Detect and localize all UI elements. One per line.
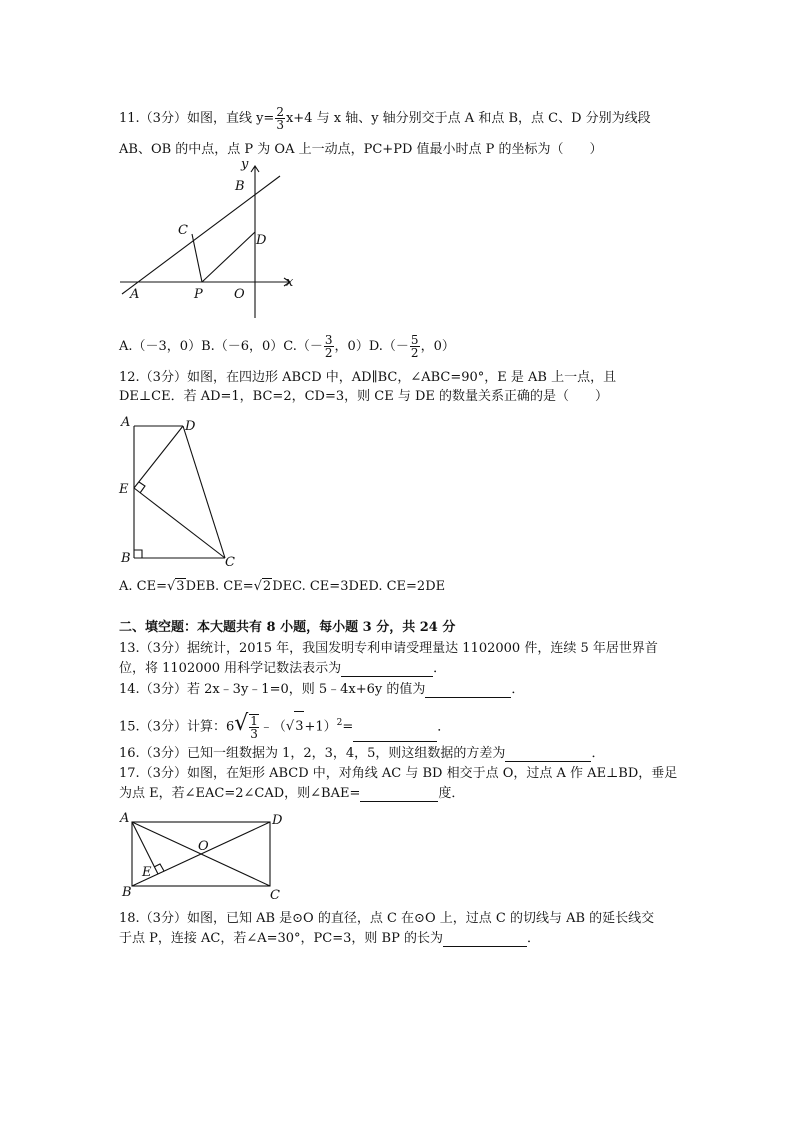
label-d: D <box>185 419 196 434</box>
q18-line1: 18.（3分）如图，已知 AB 是⊙O 的直径，点 C 在⊙O 上，过点 C 的切线与 AB 的延长线交 <box>119 911 655 926</box>
label-c: C <box>178 223 188 238</box>
segment-pd <box>202 232 255 282</box>
q17-line1: 17.（3分）如图，在矩形 ABCD 中，对角线 AC 与 BD 相交于点 O，过点 A 作 AE⊥BD，垂足 <box>119 766 678 781</box>
q11-text-b: x+4 与 x 轴、y 轴分别交于点 A 和点 B，点 C、D 分别为线段 <box>285 111 651 126</box>
label-y: y <box>241 157 249 172</box>
q12-line2: DE⊥CE．若 AD=1，BC=2，CD=3，则 CE 与 DE 的数量关系正确的是（ ） <box>119 389 608 404</box>
segment-ec <box>134 488 225 558</box>
q11-line2: AB、OB 的中点，点 P 为 OA 上一动点，PC+PD 值最小时点 P 的坐标为（ ） <box>119 142 603 157</box>
q16-line: 16.（3分）已知一组数据为 1，2，3，4，5，则这组数据的方差为 ． <box>119 746 605 761</box>
q14-answer-blank <box>425 683 511 698</box>
q14-line: 14.（3分）若 2x﹣3y﹣1=0，则 5﹣4x+6y 的值为 ． <box>119 682 525 697</box>
label-c: C <box>225 555 235 570</box>
q15-sqrt-fraction: √ <box>234 711 249 737</box>
label-x: x <box>286 275 294 290</box>
label-a: A <box>121 415 131 430</box>
label-b: B <box>122 885 132 900</box>
label-b: B <box>121 551 131 566</box>
label-a: A <box>130 287 140 302</box>
sqrt-2: √2 <box>253 579 272 594</box>
label-d: D <box>256 233 267 248</box>
label-o: O <box>234 287 245 302</box>
label-e: E <box>142 865 152 880</box>
q11-option-d-fraction: $\frac{5}{2}$ <box>410 333 419 360</box>
segment-cp <box>192 234 202 282</box>
label-a: A <box>120 811 130 826</box>
q12-options: A. CE=√3DEB. CE=√2DEC. CE=3DED. CE=2DE <box>119 579 446 594</box>
segment-ed <box>134 426 183 488</box>
q11-options: A.（－3，0）B.（－6，0）C.（－ $\frac{3}{2}$ ，0）D.（－ $\frac{5}{2}$ ，0） <box>119 333 455 360</box>
section-title: 二、填空题：本大题共有 8 小题，每小题 3 分，共 24 分 <box>119 620 456 635</box>
q11-option-c-fraction: $\frac{3}{2}$ <box>324 333 333 360</box>
q13-answer-blank <box>341 662 433 677</box>
q13-line2: 位，将 1102000 用科学记数法表示为 ． <box>119 661 447 676</box>
q11-line1 <box>119 106 651 131</box>
q12-figure <box>115 412 255 572</box>
q17-answer-blank <box>360 787 438 802</box>
label-e: E <box>119 482 129 497</box>
label-b: B <box>235 179 245 194</box>
q11-text-a: 11.（3分）如图，直线 y= <box>119 111 275 126</box>
side-dc <box>183 426 225 558</box>
q18-line2: 于点 P，连接 AC，若∠A=30°，PC=3，则 BP 的长为 ． <box>119 931 541 946</box>
label-d: D <box>272 813 283 828</box>
q15-line: 15.（3分）计算：6√ $\frac{1}{3}$ $﹣(√3+1)^2=$ ． <box>119 711 451 741</box>
right-angle-b-icon <box>134 550 142 558</box>
q11-fraction: $\frac{2}{3}$ <box>276 105 284 132</box>
sqrt-3: √3 <box>166 579 185 594</box>
right-angle-e-icon <box>139 482 145 493</box>
q15-fraction: $\frac{1}{3}$ <box>250 713 258 741</box>
q17-line2: 为点 E，若∠EAC=2∠CAD，则∠BAE= 度． <box>119 786 465 801</box>
q18-answer-blank <box>443 932 527 947</box>
q15-answer-blank <box>353 727 437 742</box>
q12-line1: 12.（3分）如图，在四边形 ABCD 中，AD∥BC，∠ABC=90°，E 是 AB 上一点，且 <box>119 370 617 385</box>
q11-figure <box>110 157 310 320</box>
q13-line1: 13.（3分）据统计，2015 年，我国发明专利申请受理量达 1102000 件，连续 5 年居世界首 <box>119 641 658 656</box>
q16-answer-blank <box>505 747 591 762</box>
label-c: C <box>270 888 280 903</box>
q15-sqrt-3: √3 <box>286 711 305 742</box>
label-p: P <box>194 287 203 302</box>
q17-figure <box>118 810 298 903</box>
label-o: O <box>198 839 209 854</box>
